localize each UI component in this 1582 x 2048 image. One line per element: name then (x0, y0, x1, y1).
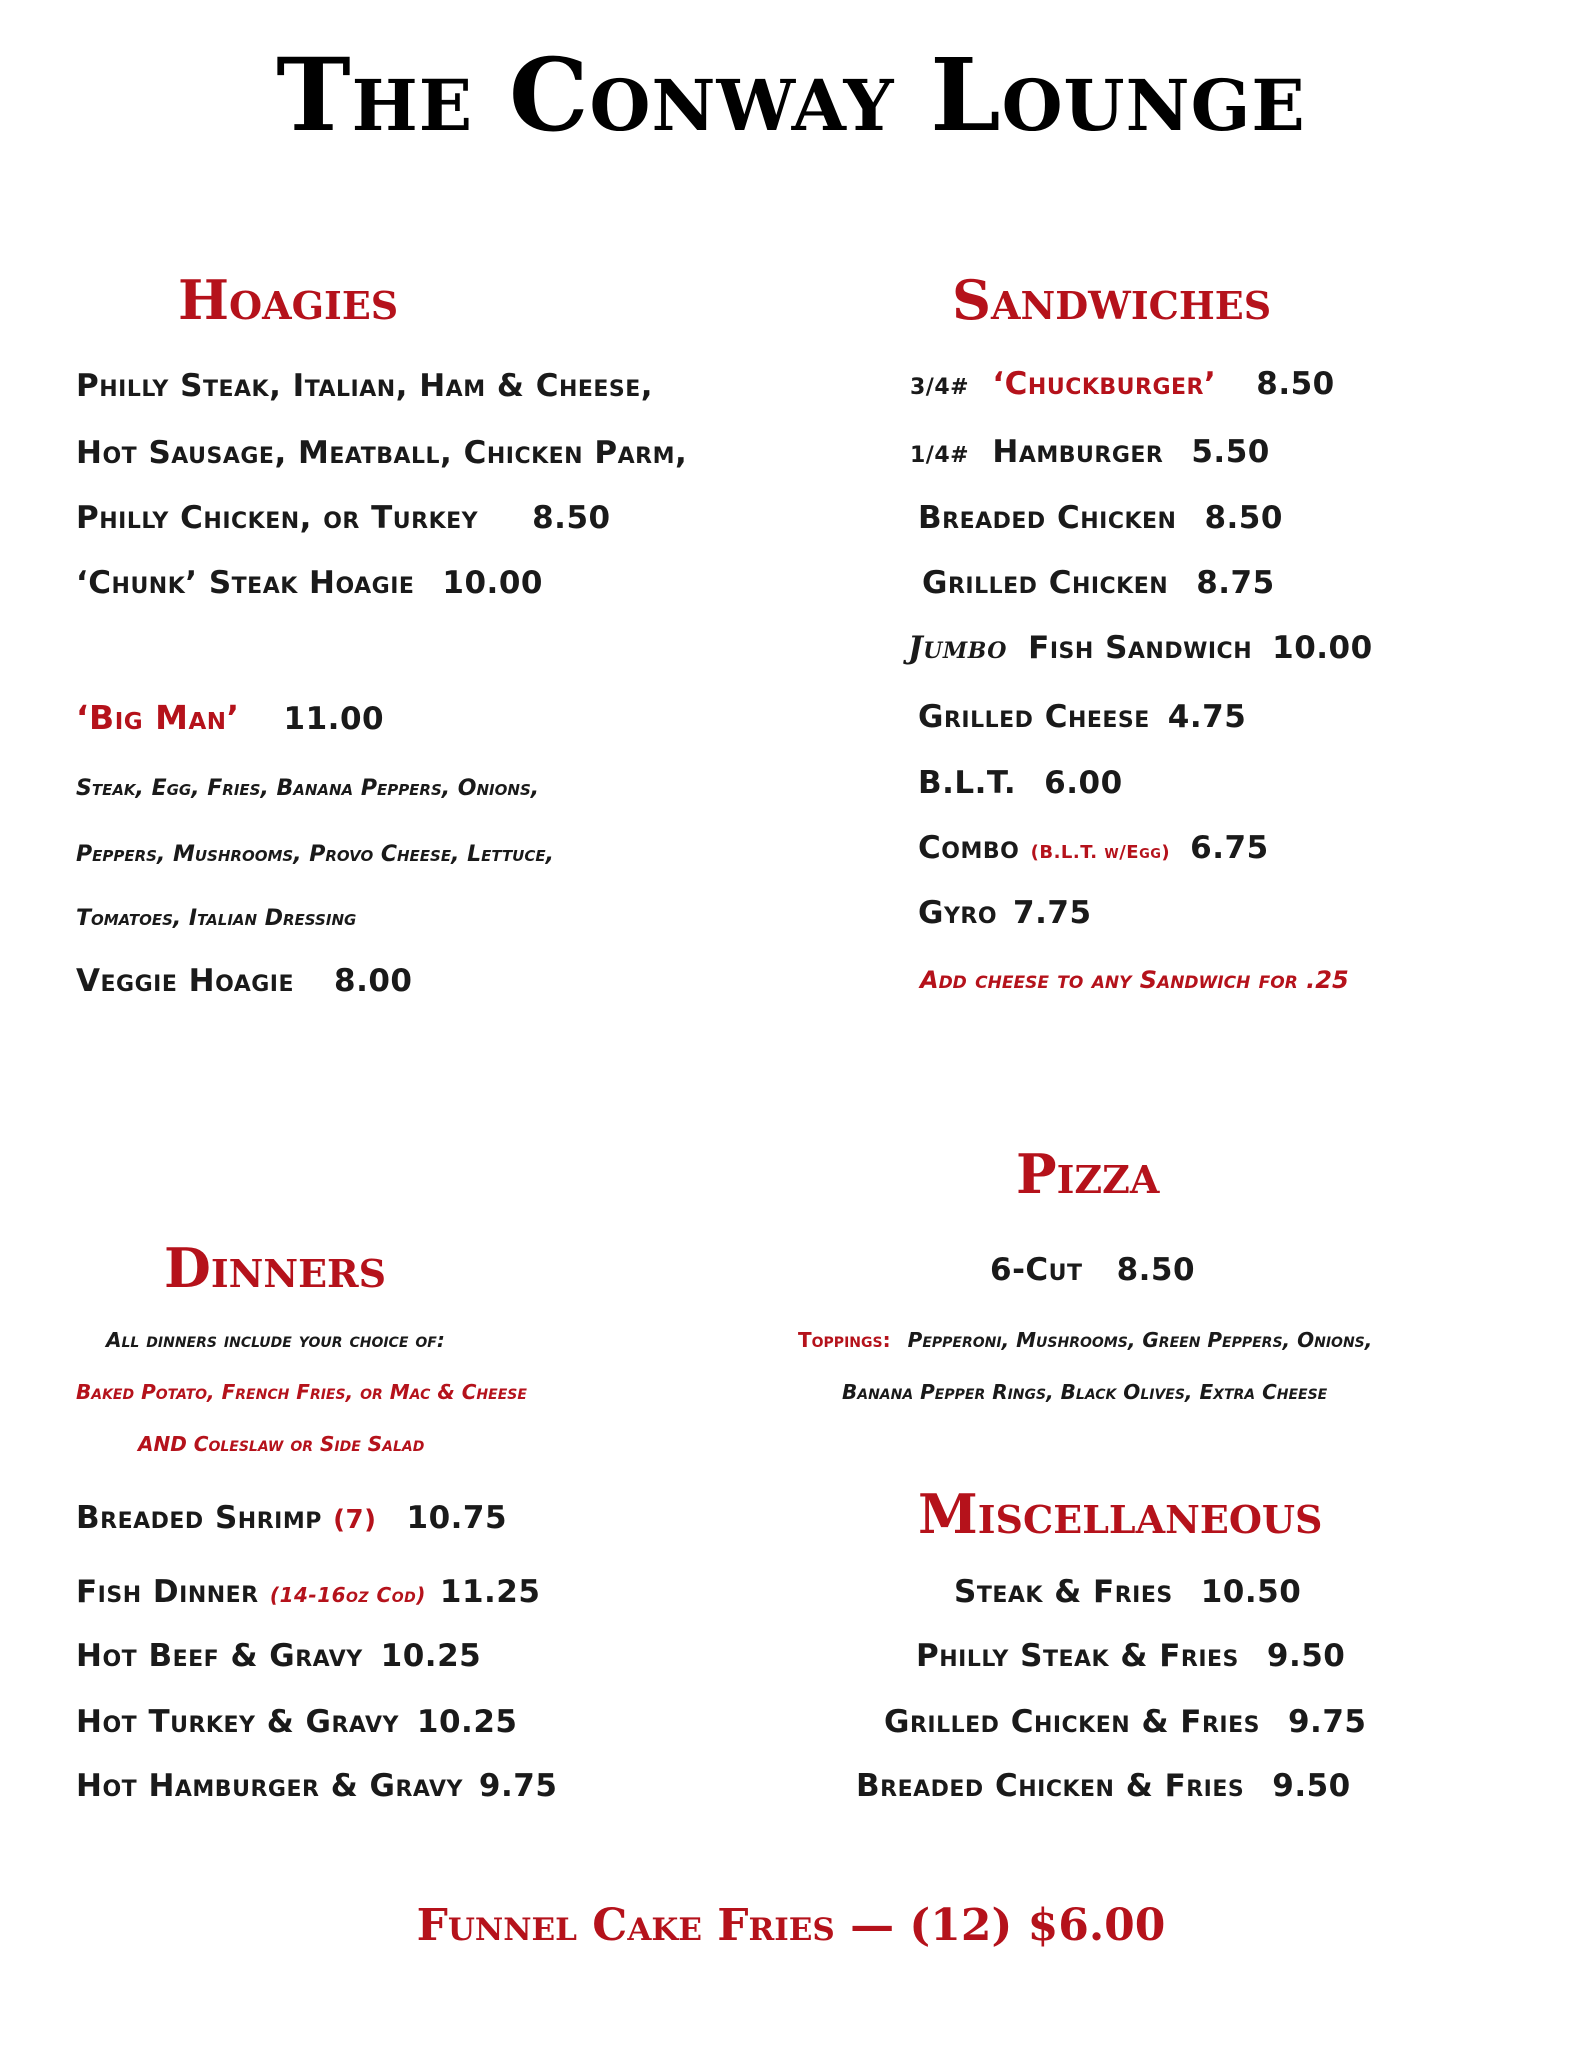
philly-steak-fries-item: Philly Steak & Fries 9.50 (916, 1638, 1346, 1674)
philly-steak-fries-price: 9.50 (1266, 1638, 1346, 1674)
jumbo-fish-price: 10.00 (1272, 630, 1373, 666)
hamburger-item: 1/4# Hamburger 5.50 (910, 434, 1270, 470)
blt-price: 6.00 (1044, 765, 1123, 801)
funnel-cake-fries: Funnel Cake Fries — (12) $6.00 (416, 1900, 1166, 1951)
dinners-choice-1: Baked Potato, French Fries, or Mac & Cheese (76, 1380, 527, 1404)
combo-item: Combo (B.L.T. w/Egg) 6.75 (918, 830, 1269, 866)
pizza-6-cut-item: 6-Cut 8.50 (990, 1252, 1196, 1288)
gyro-price: 7.75 (1013, 895, 1092, 931)
steak-fries-price: 10.50 (1200, 1574, 1302, 1610)
combo-price: 6.75 (1190, 830, 1269, 866)
hot-turkey-price: 10.25 (416, 1704, 518, 1740)
breaded-shrimp-item: Breaded Shrimp (7) 10.75 (76, 1500, 508, 1536)
hoagies-line-1: Philly Steak, Italian, Ham & Cheese, (76, 368, 654, 404)
grilled-chicken-price: 8.75 (1196, 565, 1275, 601)
hoagies-line-2: Hot Sausage, Meatball, Chicken Parm, (76, 435, 688, 471)
sandwiches-heading: Sandwiches (952, 268, 1272, 332)
misc-heading: Miscellaneous (918, 1482, 1323, 1546)
add-cheese-note: Add cheese to any Sandwich for .25 (920, 966, 1349, 994)
page-title: The Conway Lounge (276, 36, 1306, 154)
grilled-chicken-item: Grilled Chicken 8.75 (922, 565, 1275, 601)
fish-dinner-item: Fish Dinner (14-16oz Cod) 11.25 (76, 1574, 541, 1610)
jumbo-fish-item: Jumbo Fish Sandwich 10.00 (908, 630, 1373, 666)
chunk-steak-item: ‘Chunk’ Steak Hoagie 10.00 (76, 565, 543, 601)
pizza-heading: Pizza (1016, 1142, 1160, 1206)
breaded-chicken-price: 8.50 (1204, 500, 1283, 536)
big-man-price: 11.00 (283, 701, 385, 737)
veggie-hoagie-item: Veggie Hoagie 8.00 (76, 963, 413, 999)
pizza-6-cut-price: 8.50 (1116, 1252, 1196, 1288)
toppings-label: Toppings: (798, 1328, 891, 1352)
toppings-line-2: Banana Pepper Rings, Black Olives, Extra Cheese (842, 1380, 1328, 1404)
hoagies-line-3-price: 8.50 (532, 500, 611, 536)
grilled-cheese-price: 4.75 (1167, 699, 1247, 735)
fish-dinner-price: 11.25 (439, 1574, 541, 1610)
hoagies-heading: Hoagies (178, 268, 399, 332)
blt-item: B.L.T. 6.00 (918, 765, 1123, 801)
hot-beef-item: Hot Beef & Gravy 10.25 (76, 1638, 482, 1674)
big-man-desc-2: Peppers, Mushrooms, Provo Cheese, Lettuce, (76, 842, 554, 867)
big-man-desc-1: Steak, Egg, Fries, Banana Peppers, Onions, (76, 776, 540, 801)
toppings-line-1: Toppings: Pepperoni, Mushrooms, Green Peppers, Onions, (798, 1328, 1373, 1352)
steak-fries-item: Steak & Fries 10.50 (954, 1574, 1302, 1610)
hot-hamburger-item: Hot Hamburger & Gravy 9.75 (76, 1768, 558, 1804)
dinners-heading: Dinners (164, 1236, 387, 1300)
chuckburger-item: 3/4# ‘Chuckburger’ 8.50 (910, 366, 1335, 402)
chuckburger-price: 8.50 (1256, 366, 1335, 402)
gyro-item: Gyro 7.75 (918, 895, 1092, 931)
grilled-chicken-fries-item: Grilled Chicken & Fries 9.75 (884, 1704, 1367, 1740)
breaded-chicken-fries-price: 9.50 (1272, 1768, 1351, 1804)
big-man-item: ‘Big Man’ 11.00 (76, 698, 385, 737)
big-man-desc-3: Tomatoes, Italian Dressing (76, 906, 357, 931)
grilled-chicken-fries-price: 9.75 (1287, 1704, 1367, 1740)
breaded-chicken-fries-item: Breaded Chicken & Fries 9.50 (856, 1768, 1351, 1804)
dinners-choice-2: AND Coleslaw or Side Salad (138, 1432, 425, 1456)
dinners-include-note: All dinners include your choice of: (106, 1328, 445, 1352)
breaded-shrimp-price: 10.75 (406, 1500, 508, 1536)
breaded-chicken-item: Breaded Chicken 8.50 (918, 500, 1283, 536)
hot-hamburger-price: 9.75 (478, 1768, 558, 1804)
hoagies-line-3: Philly Chicken, or Turkey 8.50 (76, 500, 611, 536)
hot-beef-price: 10.25 (380, 1638, 482, 1674)
grilled-cheese-item: Grilled Cheese 4.75 (918, 699, 1247, 735)
chunk-steak-price: 10.00 (442, 565, 543, 601)
hot-turkey-item: Hot Turkey & Gravy 10.25 (76, 1704, 518, 1740)
veggie-hoagie-price: 8.00 (334, 963, 413, 999)
hamburger-price: 5.50 (1191, 434, 1270, 470)
